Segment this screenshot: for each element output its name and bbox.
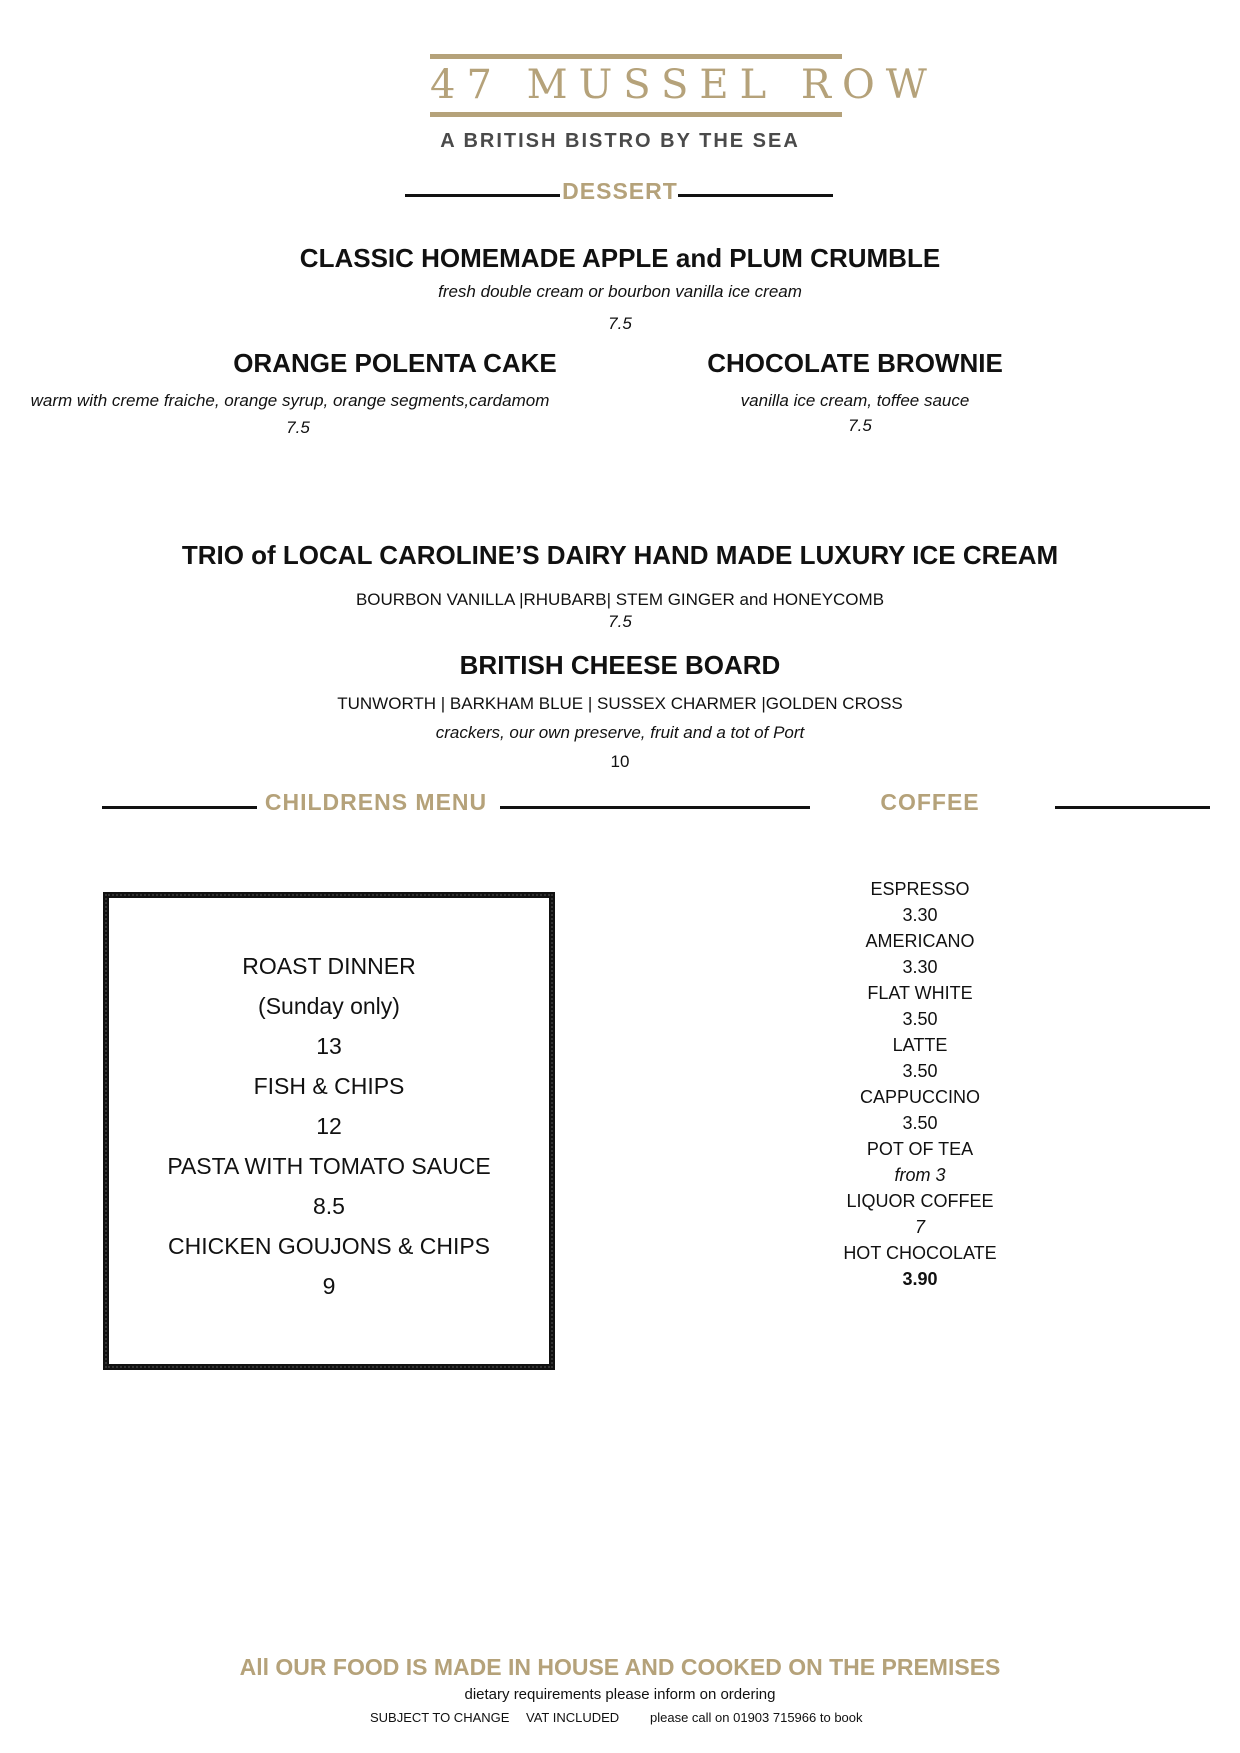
polenta-desc: warm with creme fraiche, orange syrup, orange segments,cardamom [30,391,550,410]
coffee-item-price: 3.50 [902,1061,938,1081]
brownie-desc: vanilla ice cream, toffee sauce [740,391,970,410]
cheese-list: TUNWORTH | BARKHAM BLUE | SUSSEX CHARMER |GOLDEN CROSS [337,694,903,713]
ice-cream-price: 7.5 [608,612,632,631]
coffee-item-name: POT OF TEA [866,1139,974,1159]
kids-line: CHICKEN GOUJONS & CHIPS [167,1233,491,1259]
coffee-item-name: LATTE [892,1035,948,1055]
kids-line: PASTA WITH TOMATO SAUCE [167,1153,491,1179]
coffee-title: COFFEE [880,789,980,815]
kids-line: 13 [316,1033,342,1059]
coffee-item-price: from 3 [894,1165,946,1185]
coffee-item-price: 7 [914,1217,925,1237]
brownie-title: CHOCOLATE BROWNIE [707,348,1003,378]
coffee-item-name: LIQUOR COFFEE [846,1191,994,1211]
crumble-desc: fresh double cream or bourbon vanilla ice cream [438,282,802,301]
kids-line: FISH & CHIPS [253,1073,405,1099]
cheese-title: BRITISH CHEESE BOARD [459,650,781,680]
coffee-item-price: 3.50 [902,1009,938,1029]
coffee-list [820,876,1020,1292]
logo-bottom-bar [430,112,842,117]
dessert-rule-right [678,194,833,197]
kids-line: 12 [316,1113,342,1139]
coffee-item-price: 3.30 [902,957,938,977]
kids-line: 9 [322,1273,336,1299]
coffee-item-name: FLAT WHITE [867,983,973,1003]
footer-booking: please call on 01903 715966 to book [650,1710,863,1725]
cheese-price: 10 [610,752,630,771]
coffee-item-name: CAPPUCCINO [859,1087,980,1107]
childrens-rule-left [102,806,257,809]
brownie-price: 7.5 [848,416,872,435]
footer-vat: VAT INCLUDED [526,1710,620,1725]
coffee-item-name: AMERICANO [865,931,975,951]
kids-line: 8.5 [313,1193,345,1219]
coffee-rule-right [1055,806,1210,809]
coffee-item-price: 3.50 [902,1113,938,1133]
restaurant-name: 47 MUSSEL ROW [430,62,938,108]
coffee-item-price: 3.90 [902,1269,938,1289]
polenta-price: 7.5 [286,418,310,437]
polenta-title: ORANGE POLENTA CAKE [233,348,557,378]
crumble-price: 7.5 [608,314,632,333]
coffee-item-name: ESPRESSO [870,879,970,899]
crumble-title: CLASSIC HOMEMADE APPLE and PLUM CRUMBLE [299,243,941,273]
ice-cream-title: TRIO of LOCAL CAROLINE’S DAIRY HAND MADE LUXURY ICE CREAM [181,540,1059,570]
footer-subject-to-change: SUBJECT TO CHANGE [370,1710,510,1725]
childrens-menu-list [109,946,549,1306]
footer-headline: All OUR FOOD IS MADE IN HOUSE AND COOKED ON THE PREMISES [239,1654,1001,1680]
childrens-rule-right [500,806,810,809]
dessert-title: DESSERT [562,178,678,204]
kids-line: ROAST DINNER [242,953,416,979]
tagline: A BRITISH BISTRO BY THE SEA [440,130,800,152]
ice-cream-flavours: BOURBON VANILLA |RHUBARB| STEM GINGER and HONEYCOMB [355,590,885,609]
logo-top-bar [430,54,842,59]
coffee-item-price: 3.30 [902,905,938,925]
coffee-item-name: HOT CHOCOLATE [843,1243,997,1263]
childrens-title: CHILDRENS MENU [264,789,488,815]
childrens-menu-box [103,892,555,1370]
kids-line: (Sunday only) [258,993,400,1019]
cheese-desc: crackers, our own preserve, fruit and a tot of Port [435,723,805,742]
footer-dietary: dietary requirements please inform on ordering [464,1686,776,1703]
dessert-rule-left [405,194,560,197]
